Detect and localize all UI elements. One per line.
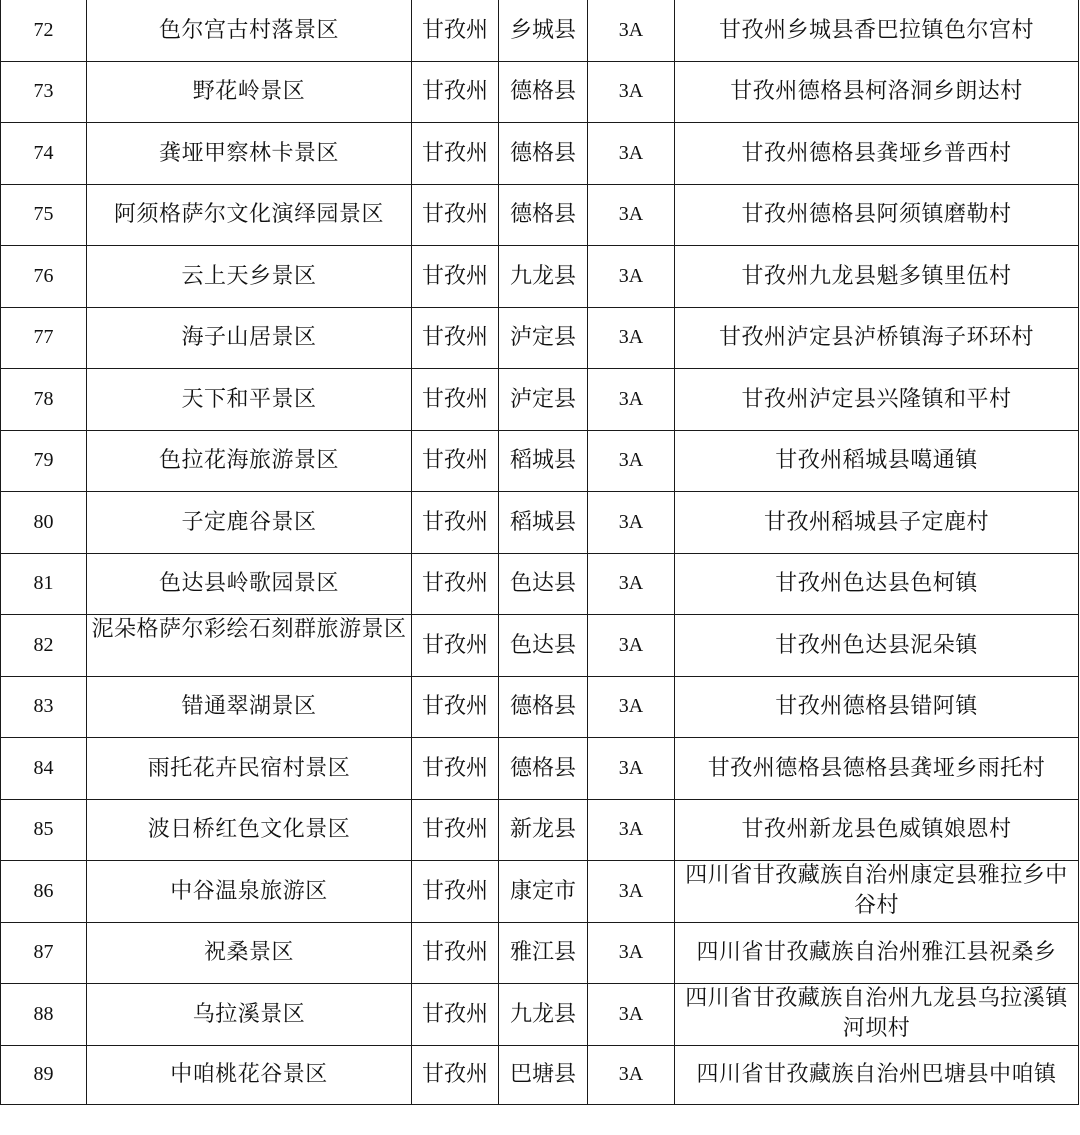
county-cell: 九龙县 xyxy=(499,984,588,1046)
county-cell: 新龙县 xyxy=(499,799,588,861)
scenic-area-name: 中咱桃花谷景区 xyxy=(87,1045,412,1104)
row-number: 74 xyxy=(1,123,87,185)
scenic-area-name: 乌拉溪景区 xyxy=(87,984,412,1046)
address-cell: 甘孜州德格县柯洛洞乡朗达村 xyxy=(675,61,1079,123)
address-cell: 甘孜州色达县色柯镇 xyxy=(675,553,1079,615)
level-cell: 3A xyxy=(588,430,675,492)
prefecture-cell: 甘孜州 xyxy=(412,799,499,861)
prefecture-cell: 甘孜州 xyxy=(412,369,499,431)
scenic-area-name: 天下和平景区 xyxy=(87,369,412,431)
level-cell: 3A xyxy=(588,184,675,246)
level-cell: 3A xyxy=(588,0,675,61)
row-number: 85 xyxy=(1,799,87,861)
level-cell: 3A xyxy=(588,1045,675,1104)
table-row xyxy=(1,984,1079,1046)
scenic-area-name: 错通翠湖景区 xyxy=(87,676,412,738)
scenic-area-name: 泥朵格萨尔彩绘石刻群旅游景区 xyxy=(87,615,412,677)
scenic-area-name: 波日桥红色文化景区 xyxy=(87,799,412,861)
level-cell: 3A xyxy=(588,307,675,369)
row-number: 79 xyxy=(1,430,87,492)
row-number: 86 xyxy=(1,861,87,923)
level-cell: 3A xyxy=(588,738,675,800)
scenic-area-name: 色拉花海旅游景区 xyxy=(87,430,412,492)
level-cell: 3A xyxy=(588,799,675,861)
level-cell: 3A xyxy=(588,246,675,308)
address-cell: 甘孜州泸定县泸桥镇海子环环村 xyxy=(675,307,1079,369)
scenic-area-name: 云上天乡景区 xyxy=(87,246,412,308)
county-cell: 德格县 xyxy=(499,123,588,185)
row-number: 76 xyxy=(1,246,87,308)
prefecture-cell: 甘孜州 xyxy=(412,307,499,369)
address-cell: 甘孜州德格县阿须镇磨勒村 xyxy=(675,184,1079,246)
row-number: 75 xyxy=(1,184,87,246)
address-cell: 四川省甘孜藏族自治州九龙县乌拉溪镇河坝村 xyxy=(675,984,1079,1046)
prefecture-cell: 甘孜州 xyxy=(412,246,499,308)
level-cell: 3A xyxy=(588,615,675,677)
table-row xyxy=(1,369,1079,431)
scenic-area-name: 雨托花卉民宿村景区 xyxy=(87,738,412,800)
address-cell: 甘孜州九龙县魁多镇里伍村 xyxy=(675,246,1079,308)
county-cell: 泸定县 xyxy=(499,369,588,431)
address-cell: 四川省甘孜藏族自治州巴塘县中咱镇 xyxy=(675,1045,1079,1104)
table-row xyxy=(1,1045,1079,1104)
level-cell: 3A xyxy=(588,123,675,185)
prefecture-cell: 甘孜州 xyxy=(412,861,499,923)
table-row xyxy=(1,799,1079,861)
level-cell: 3A xyxy=(588,676,675,738)
county-cell: 康定市 xyxy=(499,861,588,923)
table-row xyxy=(1,307,1079,369)
row-number: 72 xyxy=(1,0,87,61)
address-cell: 甘孜州新龙县色威镇娘恩村 xyxy=(675,799,1079,861)
county-cell: 色达县 xyxy=(499,615,588,677)
table-row xyxy=(1,553,1079,615)
address-cell: 四川省甘孜藏族自治州康定县雅拉乡中谷村 xyxy=(675,861,1079,923)
county-cell: 雅江县 xyxy=(499,922,588,984)
prefecture-cell: 甘孜州 xyxy=(412,492,499,554)
scenic-area-table-body xyxy=(1,0,1079,1104)
county-cell: 稻城县 xyxy=(499,492,588,554)
prefecture-cell: 甘孜州 xyxy=(412,430,499,492)
row-number: 82 xyxy=(1,615,87,677)
prefecture-cell: 甘孜州 xyxy=(412,123,499,185)
address-cell: 四川省甘孜藏族自治州雅江县祝桑乡 xyxy=(675,922,1079,984)
table-row xyxy=(1,0,1079,61)
table-row xyxy=(1,246,1079,308)
county-cell: 巴塘县 xyxy=(499,1045,588,1104)
address-cell: 甘孜州德格县错阿镇 xyxy=(675,676,1079,738)
row-number: 73 xyxy=(1,61,87,123)
scenic-area-name: 中谷温泉旅游区 xyxy=(87,861,412,923)
scenic-area-name: 海子山居景区 xyxy=(87,307,412,369)
level-cell: 3A xyxy=(588,492,675,554)
county-cell: 乡城县 xyxy=(499,0,588,61)
table-row xyxy=(1,184,1079,246)
scenic-area-name: 阿须格萨尔文化演绎园景区 xyxy=(87,184,412,246)
table-row xyxy=(1,123,1079,185)
prefecture-cell: 甘孜州 xyxy=(412,61,499,123)
table-row xyxy=(1,492,1079,554)
county-cell: 德格县 xyxy=(499,738,588,800)
address-cell: 甘孜州稻城县噶通镇 xyxy=(675,430,1079,492)
table-row xyxy=(1,615,1079,677)
address-cell: 甘孜州色达县泥朵镇 xyxy=(675,615,1079,677)
row-number: 83 xyxy=(1,676,87,738)
row-number: 88 xyxy=(1,984,87,1046)
row-number: 80 xyxy=(1,492,87,554)
county-cell: 德格县 xyxy=(499,61,588,123)
prefecture-cell: 甘孜州 xyxy=(412,184,499,246)
county-cell: 泸定县 xyxy=(499,307,588,369)
prefecture-cell: 甘孜州 xyxy=(412,738,499,800)
level-cell: 3A xyxy=(588,369,675,431)
table-row xyxy=(1,738,1079,800)
scenic-area-name: 色尔宫古村落景区 xyxy=(87,0,412,61)
table-row xyxy=(1,61,1079,123)
prefecture-cell: 甘孜州 xyxy=(412,553,499,615)
row-number: 77 xyxy=(1,307,87,369)
county-cell: 稻城县 xyxy=(499,430,588,492)
scenic-area-name: 色达县岭歌园景区 xyxy=(87,553,412,615)
prefecture-cell: 甘孜州 xyxy=(412,0,499,61)
table-row xyxy=(1,861,1079,923)
address-cell: 甘孜州乡城县香巴拉镇色尔宫村 xyxy=(675,0,1079,61)
scenic-area-name: 子定鹿谷景区 xyxy=(87,492,412,554)
address-cell: 甘孜州泸定县兴隆镇和平村 xyxy=(675,369,1079,431)
scenic-area-name: 野花岭景区 xyxy=(87,61,412,123)
table-row xyxy=(1,922,1079,984)
row-number: 84 xyxy=(1,738,87,800)
prefecture-cell: 甘孜州 xyxy=(412,615,499,677)
table-row xyxy=(1,676,1079,738)
prefecture-cell: 甘孜州 xyxy=(412,1045,499,1104)
row-number: 89 xyxy=(1,1045,87,1104)
address-cell: 甘孜州德格县龚垭乡普西村 xyxy=(675,123,1079,185)
level-cell: 3A xyxy=(588,984,675,1046)
county-cell: 德格县 xyxy=(499,184,588,246)
prefecture-cell: 甘孜州 xyxy=(412,922,499,984)
scenic-area-name: 祝桑景区 xyxy=(87,922,412,984)
county-cell: 九龙县 xyxy=(499,246,588,308)
row-number: 87 xyxy=(1,922,87,984)
county-cell: 德格县 xyxy=(499,676,588,738)
county-cell: 色达县 xyxy=(499,553,588,615)
scenic-area-name: 龚垭甲察林卡景区 xyxy=(87,123,412,185)
row-number: 81 xyxy=(1,553,87,615)
row-number: 78 xyxy=(1,369,87,431)
prefecture-cell: 甘孜州 xyxy=(412,984,499,1046)
level-cell: 3A xyxy=(588,861,675,923)
address-cell: 甘孜州德格县德格县龚垭乡雨托村 xyxy=(675,738,1079,800)
level-cell: 3A xyxy=(588,553,675,615)
prefecture-cell: 甘孜州 xyxy=(412,676,499,738)
table-row xyxy=(1,430,1079,492)
level-cell: 3A xyxy=(588,61,675,123)
level-cell: 3A xyxy=(588,922,675,984)
address-cell: 甘孜州稻城县子定鹿村 xyxy=(675,492,1079,554)
